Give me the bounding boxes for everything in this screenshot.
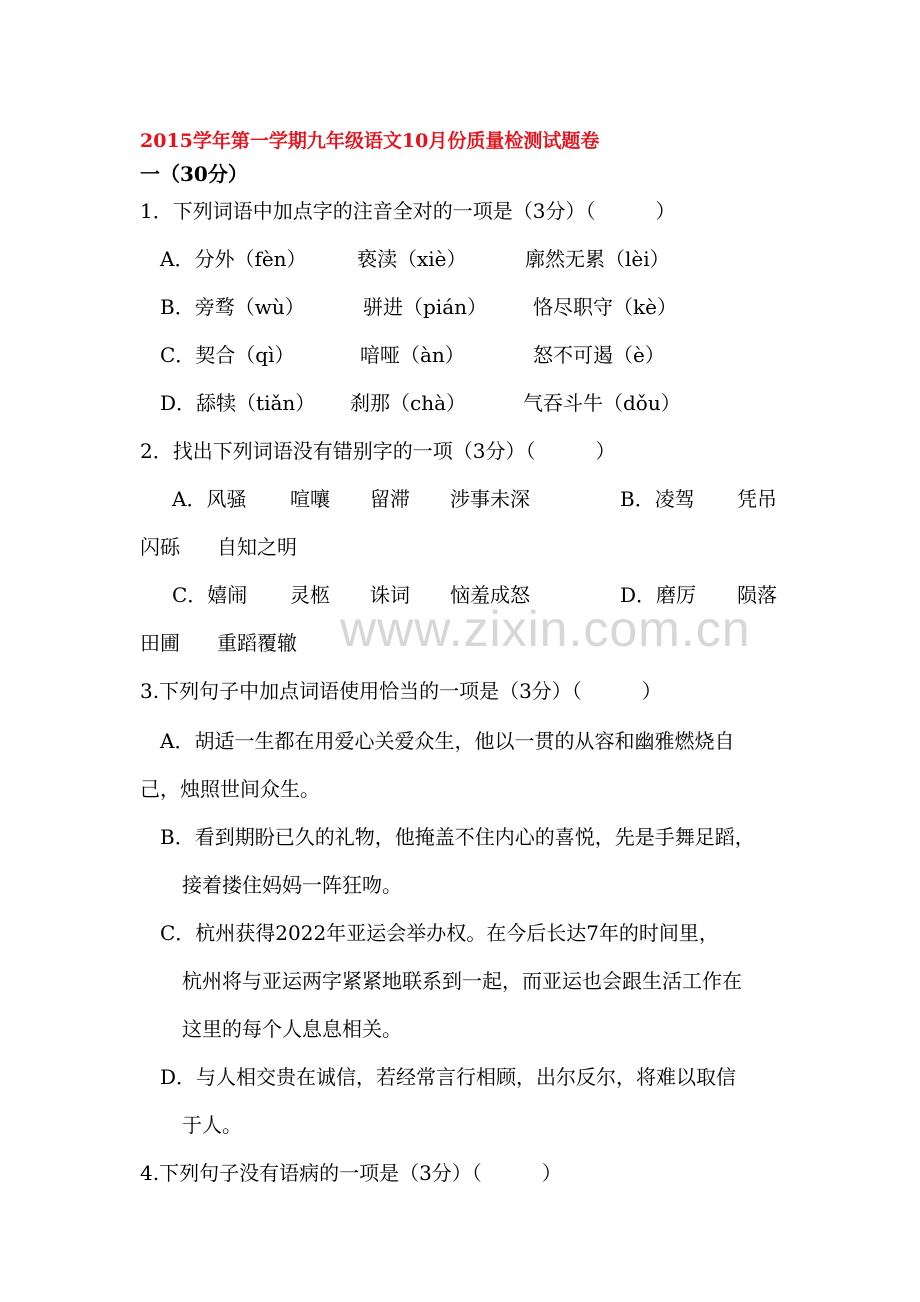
q2-option-b-4: 自知之明: [217, 535, 297, 559]
q3-option-a-line-2: 己，烛照世间众生。: [140, 777, 320, 801]
q3-option-c-line-2: 杭州将与亚运两字紧紧地联系到一起，而亚运也会跟生活工作在: [182, 969, 742, 993]
q3-option-c-line-3: 这里的每个人息息相关。: [182, 1017, 402, 1041]
q1-option-a-3: 廓然无累（lèi）: [525, 247, 670, 271]
q2-option-b-2: 凭吊: [737, 487, 777, 511]
page-title: 2015学年第一学期九年级语文10月份质量检测试题卷: [140, 130, 600, 152]
q1-option-c-3: 怒不可遏（è）: [533, 343, 665, 367]
q1-option-d-2: 刹那（chà）: [350, 391, 467, 415]
q1-option-a-1: A．分外（fèn）: [160, 247, 307, 271]
question-3-stem: 3.下列句子中加点词语使用恰当的一项是（3分）（ ）: [140, 679, 662, 703]
q3-option-a-line-1: A．胡适一生都在用爱心关爱众生，他以一贯的从容和幽雅燃烧自: [160, 729, 735, 753]
question-1-stem: 1．下列词语中加点字的注音全对的一项是（3分）（ ）: [140, 199, 676, 223]
q2-option-b-1: B．凌驾: [620, 487, 695, 511]
q2-option-d-2: 陨落: [737, 583, 777, 607]
q2-option-a-4: 涉事未深: [450, 487, 530, 511]
q3-option-d-line-1: D．与人相交贵在诚信，若经常言行相顾，出尔反尔，将难以取信: [160, 1065, 737, 1089]
q2-option-d-3: 田圃: [140, 631, 180, 655]
q2-option-a-2: 喧嚷: [290, 487, 330, 511]
q1-option-b-3: 恪尽职守（kè）: [533, 295, 677, 319]
q2-option-c-4: 恼羞成怒: [450, 583, 530, 607]
question-2-stem: 2．找出下列词语没有错别字的一项（3分）（ ）: [140, 439, 616, 463]
q1-option-c-2: 喑哑（àn）: [360, 343, 465, 367]
q3-option-b-line-2: 接着搂住妈妈一阵狂吻。: [182, 873, 402, 897]
q2-option-c-2: 灵柩: [290, 583, 330, 607]
q1-option-a-2: 亵渎（xiè）: [357, 247, 467, 271]
q3-option-c-line-1: C．杭州获得2022年亚运会举办权。在今后长达7年的时间里，: [160, 921, 719, 945]
q2-option-b-3: 闪砾: [140, 535, 180, 559]
q1-option-d-1: D．舔犊（tiǎn）: [160, 391, 316, 415]
watermark: www.zixin.com.cn: [340, 601, 751, 657]
question-4-stem: 4.下列句子没有语病的一项是（3分）（ ）: [140, 1161, 562, 1185]
q3-option-b-line-1: B．看到期盼已久的礼物，他掩盖不住内心的喜悦，先是手舞足蹈，: [160, 825, 755, 849]
q2-option-c-3: 诛词: [370, 583, 410, 607]
q2-option-d-1: D．磨厉: [620, 583, 697, 607]
q3-option-d-line-2: 于人。: [182, 1113, 242, 1137]
q2-option-d-4: 重蹈覆辙: [217, 631, 297, 655]
q2-option-a-3: 留滞: [370, 487, 410, 511]
q2-option-c-1: C．嬉闹: [172, 583, 248, 607]
section-heading: 一（30分）: [140, 162, 248, 186]
q1-option-b-2: 骈进（pián）: [363, 295, 488, 319]
q1-option-d-3: 气吞斗牛（dǒu）: [523, 391, 681, 415]
q1-option-c-1: C．契合（qì）: [160, 343, 295, 367]
q1-option-b-1: B．旁骛（wù）: [160, 295, 305, 319]
q2-option-a-1: A．风骚: [172, 487, 247, 511]
